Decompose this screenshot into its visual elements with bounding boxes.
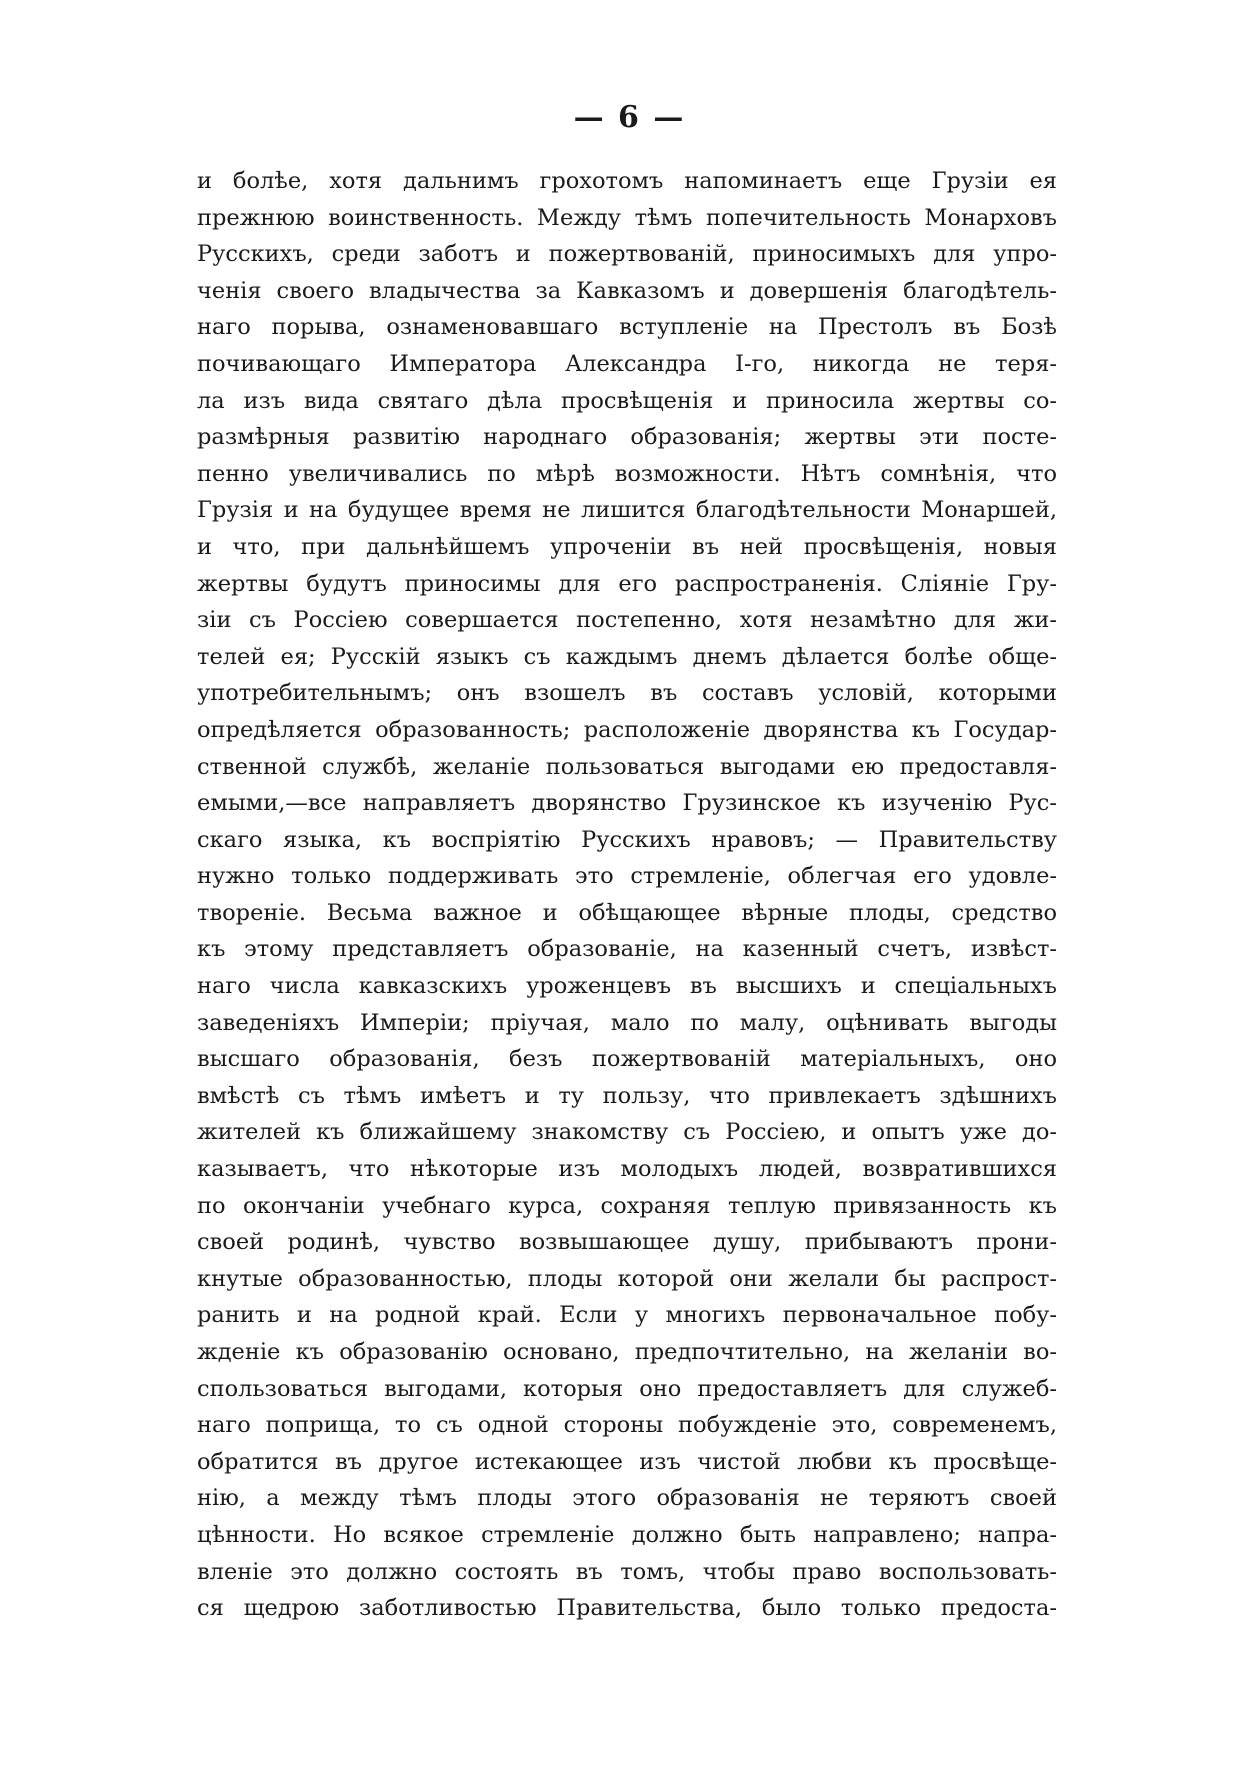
text-line: ся щедрою заботливостью Правительства, было только предоста- bbox=[197, 1595, 1057, 1622]
text-line: нужно только поддерживать это стремленіе, облегчая его удовле- bbox=[197, 863, 1057, 890]
text-line: наго порыва, ознаменовавшаго вступленіе на Престолъ въ Бозѣ bbox=[197, 314, 1057, 341]
text-line: телей ея; Русскій языкъ съ каждымъ днемъ дѣлается болѣе обще- bbox=[197, 643, 1057, 670]
text-line: ченія своего владычества за Кавказомъ и довершенія благодѣтель- bbox=[197, 277, 1057, 304]
text-line: наго поприща, то съ одной стороны побужденіе это, современемъ, bbox=[197, 1412, 1057, 1439]
text-line: ранить и на родной край. Если у многихъ первоначальное побу- bbox=[197, 1302, 1057, 1329]
text-line: по окончаніи учебнаго курса, сохраняя теплую привязанность къ bbox=[197, 1192, 1057, 1219]
text-line: ла изъ вида святаго дѣла просвѣщенія и приносила жертвы со- bbox=[197, 387, 1057, 414]
text-line: спользоваться выгодами, которыя оно предоставляетъ для служеб- bbox=[197, 1375, 1057, 1402]
text-line: вмѣстѣ съ тѣмъ имѣетъ и ту пользу, что привлекаетъ здѣшнихъ bbox=[197, 1082, 1057, 1109]
text-line: и что, при дальнѣйшемъ упроченіи въ ней просвѣщенія, новыя bbox=[197, 533, 1057, 560]
text-line: емыми,—все направляетъ дворянство Грузинское къ изученію Рус- bbox=[197, 790, 1057, 817]
text-line: зіи съ Россіею совершается постепенно, хотя незамѣтно для жи- bbox=[197, 607, 1057, 634]
text-line: кнутые образованностью, плоды которой они желали бы распрост- bbox=[197, 1265, 1057, 1292]
text-line: нію, а между тѣмъ плоды этого образованія не теряютъ своей bbox=[197, 1485, 1057, 1512]
text-line: наго числа кавказскихъ уроженцевъ въ высшихъ и спеціальныхъ bbox=[197, 973, 1057, 1000]
text-line: своей родинѣ, чувство возвышающее душу, прибываютъ прони- bbox=[197, 1229, 1057, 1256]
text-line: размѣрныя развитію народнаго образованія; жертвы эти посте- bbox=[197, 424, 1057, 451]
text-line: къ этому представляетъ образованіе, на казенный счетъ, извѣст- bbox=[197, 936, 1057, 963]
text-line: жденіе къ образованію основано, предпочтительно, на желаніи во- bbox=[197, 1339, 1057, 1365]
text-line: опредѣляется образованность; расположеніе дворянства къ Государ- bbox=[197, 716, 1057, 743]
text-line: высшаго образованія, безъ пожертвованій матеріальныхъ, оно bbox=[197, 1046, 1057, 1073]
text-line: заведеніяхъ Имперіи; пріучая, мало по малу, оцѣнивать выгоды bbox=[197, 1009, 1057, 1036]
text-line: употребительнымъ; онъ взошелъ въ составъ условій, которыми bbox=[197, 680, 1057, 707]
text-line: почивающаго Императора Александра I-го, никогда не теря- bbox=[197, 350, 1057, 377]
text-line: жертвы будутъ приносимы для его распространенія. Сліяніе Гру- bbox=[197, 570, 1057, 597]
page-number: — 6 — bbox=[573, 100, 686, 135]
body-text bbox=[197, 163, 1057, 1627]
text-line: цѣнности. Но всякое стремленіе должно быть направлено; напра- bbox=[197, 1521, 1057, 1548]
text-line: и болѣе, хотя дальнимъ грохотомъ напоминаетъ еще Грузіи ея bbox=[197, 168, 1057, 194]
text-line: прежнюю воинственность. Между тѣмъ попечительность Монарховъ bbox=[197, 204, 1057, 231]
text-line: твореніе. Весьма важное и обѣщающее вѣрные плоды, средство bbox=[197, 899, 1057, 926]
text-line: казываетъ, что нѣкоторые изъ молодыхъ людей, возвратившихся bbox=[197, 1156, 1057, 1183]
text-line: вленіе это должно состоять въ томъ, чтобы право воспользовать- bbox=[197, 1558, 1057, 1585]
text-line: Русскихъ, среди заботъ и пожертвованій, приносимыхъ для упро- bbox=[197, 241, 1057, 268]
text-line: жителей къ ближайшему знакомству съ Россіею, и опытъ уже до- bbox=[197, 1119, 1057, 1146]
text-line: пенно увеличивались по мѣрѣ возможности. Нѣтъ сомнѣнія, что bbox=[197, 460, 1057, 487]
text-line: скаго языка, къ воспріятію Русскихъ нравовъ; — Правительству bbox=[197, 826, 1057, 853]
text-line: ственной службѣ, желаніе пользоваться выгодами ею предоставля- bbox=[197, 753, 1057, 780]
text-line: обратится въ другое истекающее изъ чистой любви къ просвѣще- bbox=[197, 1448, 1057, 1475]
text-line: Грузія и на будущее время не лишится благодѣтельности Монаршей, bbox=[197, 497, 1057, 524]
